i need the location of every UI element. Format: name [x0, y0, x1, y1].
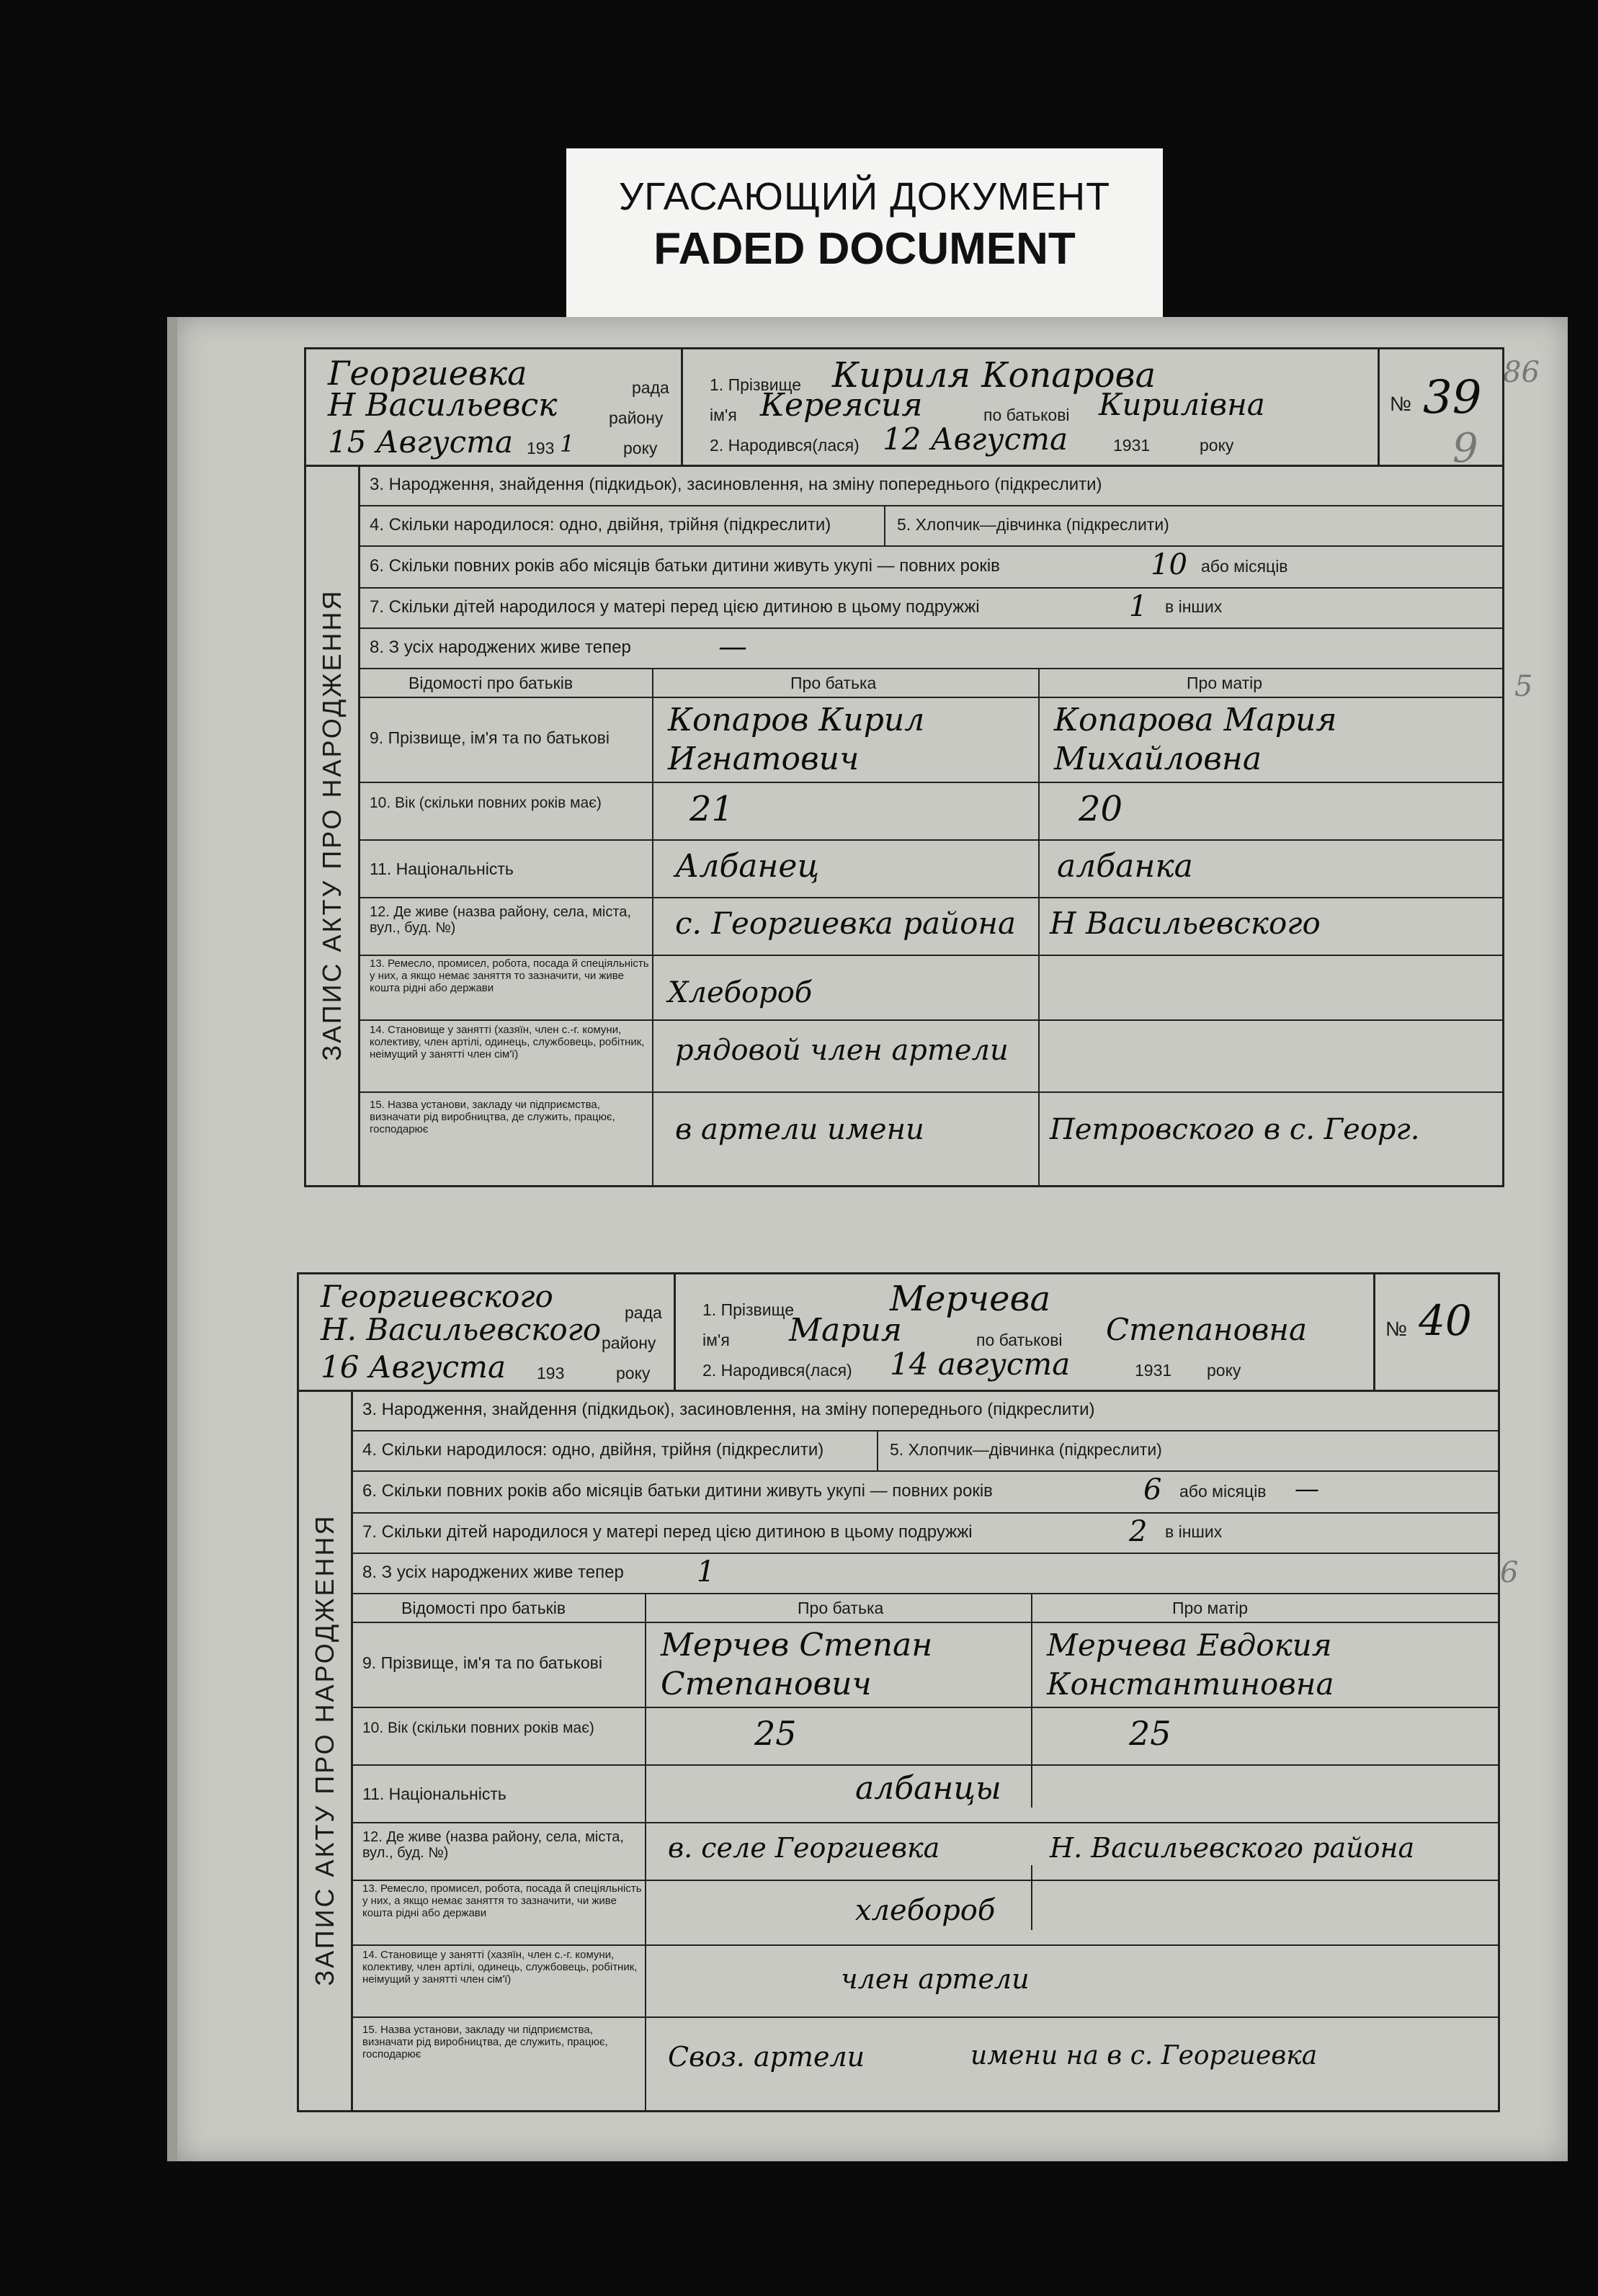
- record-header-main: [681, 349, 1380, 467]
- row-7-handwritten: 2: [1129, 1515, 1148, 1548]
- council-label: рада: [625, 1303, 662, 1322]
- row-5-text: 5. Хлопчик—дівчинка (підкреслити): [890, 1440, 1162, 1459]
- row-6: 6. Скільки повних років або місяців батьки дитини живуть укупі — повних років 10 або місяців: [358, 545, 1502, 589]
- row-6-tail: або місяців: [1201, 557, 1288, 576]
- row-15: 15. Назва установи, закладу чи підприємства, визначати рід виробництва, де служить, працює, господарює в артели имени Петровского в с. Георг.: [370, 1099, 1420, 1146]
- margin-note-9: 9: [1452, 425, 1478, 472]
- col-father: Про батька: [790, 674, 877, 692]
- row-4-5: 4. Скільки народилося: одно, двійня, трійня (підкреслити) 5. Хлопчик—дівчинка (підкреслити): [351, 1430, 1498, 1472]
- number-label: №: [1390, 393, 1412, 415]
- col-mother: Про матір: [1172, 1599, 1249, 1617]
- row-10: 10. Вік (скільки повних років має) 25 25: [351, 1707, 1498, 1766]
- father-age-handwritten: 25: [754, 1714, 797, 1753]
- row-7: 7. Скільки дітей народилося у матері перед цією дитиною в цьому подружжі 1 в інших: [358, 587, 1502, 629]
- row-13: 13. Ремесло, промисел, робота, посада й спеціяльність у них, а якщо немає заняття то зазначити, чи живе кошта рідні або держави Хлебороб: [358, 955, 1502, 1021]
- patronymic-label: по батькові: [976, 1331, 1063, 1349]
- district-label: району: [609, 408, 664, 427]
- row-15: 15. Назва установи, закладу чи підприємства, визначати рід виробництва, де служить, працює, господарює Своз. артели имени на в с. Георгиевка: [362, 2024, 1318, 2073]
- surname-label: 1. Прізвище: [710, 375, 802, 394]
- row-5-text: 5. Хлопчик—дівчинка (підкреслити): [897, 515, 1169, 534]
- date-handwritten: 16 Августа: [321, 1349, 506, 1385]
- surname-handwritten: Кириля Копарова: [832, 355, 1156, 396]
- row-12: 12. Де живе (назва району, села, міста, вул., буд. №) с. Георгиевка района Н Васильевского: [358, 897, 1502, 956]
- col-info: Відомості про батьків: [401, 1599, 566, 1617]
- surname-label: 1. Прізвище: [702, 1300, 795, 1319]
- record-header-left: [306, 349, 683, 467]
- date-handwritten: 15 Августа: [328, 424, 514, 460]
- birth-record-39: [304, 347, 1504, 1187]
- row-8-handwritten: 1: [697, 1555, 715, 1589]
- row-3: 3. Народження, знайдення (підкидьок), засиновлення, на зміну попереднього (підкреслити): [358, 465, 1502, 506]
- mother-workplace-handwritten: имени на в с. Георгиевка: [970, 2041, 1318, 2071]
- record-number-handwritten: 40: [1419, 1296, 1472, 1345]
- row-14: 14. Становище у занятті (хазяїн, член с.-г. комуни, колективу, член артілі, одинець, службовець, робітник, неімущий у занятті член сім'ї) член артели: [351, 1944, 1498, 2018]
- year-prefix: 193: [537, 1364, 565, 1382]
- vertical-title-box: [299, 1390, 353, 2110]
- row-7-handwritten: 1: [1129, 590, 1148, 623]
- parents-header-row: [351, 1593, 1498, 1623]
- father-residence-handwritten: в. селе Георгиевка: [668, 1832, 940, 1864]
- record-header-main: [674, 1274, 1375, 1392]
- label-line-ru: УГАСАЮЩИЙ ДОКУМЕНТ: [618, 175, 1111, 218]
- vertical-title-box: [306, 465, 360, 1185]
- mother-age-handwritten: 25: [1129, 1714, 1171, 1753]
- row-7-tail: в інших: [1165, 1522, 1223, 1541]
- row-6: 6. Скільки повних років або місяців батьки дитини живуть укупі — повних років 6 або місяців —: [351, 1470, 1498, 1514]
- col-info: Відомості про батьків: [409, 674, 573, 692]
- father-workplace-handwritten: в артели имени: [675, 1113, 924, 1146]
- row-14: 14. Становище у занятті (хазяїн, член с.-г. комуни, колективу, член артілі, одинець, службовець, робітник, неімущий у занятті член сім'ї) рядовой член артели: [358, 1019, 1502, 1093]
- number-label: №: [1385, 1318, 1408, 1340]
- father-name-handwritten: Копаров Кирил Игнатович: [668, 702, 925, 777]
- row-8: 8. З усіх народжених живе тепер 1: [351, 1553, 1498, 1594]
- council-handwritten: Георгиевского: [321, 1279, 553, 1314]
- faded-document-label: [566, 148, 1163, 321]
- col-mother: Про матір: [1187, 674, 1263, 692]
- council-handwritten: Георгиевка: [328, 354, 527, 393]
- occupation-handwritten: хлебороб: [855, 1894, 996, 1927]
- nationality-handwritten: албанцы: [855, 1770, 1001, 1807]
- row-8-handwritten: —: [718, 630, 747, 664]
- name-handwritten: Мария: [789, 1312, 902, 1349]
- born-year-label: року: [1200, 436, 1234, 455]
- father-age-handwritten: 21: [689, 789, 734, 829]
- mother-name-handwritten: Мерчева Евдокия Константиновна: [1047, 1627, 1334, 1702]
- margin-note-5: 5: [1514, 670, 1533, 703]
- row-6-handwritten: 6: [1143, 1473, 1162, 1506]
- born-year: 1931: [1113, 436, 1151, 455]
- name-handwritten: Кереясия: [760, 387, 923, 424]
- row-7: 7. Скільки дітей народилося у матері перед цією дитиною в цьому подружжі 2 в інших: [351, 1512, 1498, 1554]
- occupation-handwritten: Хлебороб: [668, 976, 813, 1009]
- margin-note-6: 6: [1500, 1556, 1519, 1589]
- born-year: 1931: [1135, 1361, 1172, 1380]
- year-label: року: [623, 439, 658, 457]
- record-number-box: [1373, 1274, 1498, 1392]
- born-label: 2. Народився(лася): [702, 1361, 852, 1380]
- born-year-label: року: [1207, 1361, 1241, 1380]
- name-label: ім'я: [710, 406, 737, 424]
- mother-workplace-handwritten: Петровского в с. Георг.: [1050, 1113, 1420, 1146]
- row-13: 13. Ремесло, промисел, робота, посада й спеціяльність у них, а якщо немає заняття то зазначити, чи живе кошта рідні або держави хлебороб: [351, 1880, 1498, 1946]
- row-12: 12. Де живе (назва району, села, міста, вул., буд. №) в. селе Георгиевка Н. Васильевского района: [351, 1822, 1498, 1881]
- mother-nationality-handwritten: албанка: [1057, 848, 1193, 885]
- row-6-tail-handwritten: —: [1295, 1475, 1319, 1504]
- row-11: 11. Національність Албанец албанка: [358, 839, 1502, 898]
- mother-name-handwritten: Копарова Мария Михайловна: [1054, 702, 1337, 777]
- record-number-box: [1378, 349, 1502, 467]
- row-6-tail: або місяців: [1179, 1482, 1267, 1501]
- label-line-en: FADED DOCUMENT: [653, 224, 1076, 274]
- row-10: 10. Вік (скільки повних років має) 21 20: [358, 782, 1502, 841]
- row-4-5: 4. Скільки народилося: одно, двійня, трійня (підкреслити) 5. Хлопчик—дівчинка (підкреслити): [358, 505, 1502, 547]
- mother-residence-handwritten: Н Васильевского: [1050, 906, 1321, 941]
- document-page: [167, 317, 1568, 2161]
- father-nationality-handwritten: Албанец: [675, 848, 820, 885]
- parents-header-row: [358, 668, 1502, 698]
- birth-record-40: [297, 1272, 1500, 2112]
- mother-age-handwritten: 20: [1079, 789, 1123, 829]
- district-handwritten: Н. Васильевского: [321, 1312, 602, 1347]
- council-label: рада: [632, 378, 669, 397]
- born-handwritten: 14 августа: [890, 1346, 1071, 1382]
- record-number-handwritten: 39: [1423, 371, 1482, 424]
- status-handwritten: рядовой член артели: [675, 1034, 1009, 1067]
- born-handwritten: 12 Августа: [883, 421, 1068, 457]
- row-9: 9. Прізвище, ім'я та по батькові Мерчев Степан Степанович Мерчева Евдокия Константиновна: [351, 1622, 1498, 1708]
- patronymic-handwritten: Кирилівна: [1099, 387, 1265, 422]
- record-header-left: [299, 1274, 676, 1392]
- year-handwritten: 1: [560, 430, 575, 457]
- col-father: Про батька: [798, 1599, 884, 1617]
- year-label: року: [616, 1364, 651, 1382]
- row-9: 9. Прізвище, ім'я та по батькові Копаров Кирил Игнатович Копарова Мария Михайловна: [358, 697, 1502, 783]
- vertical-title: ЗАПИС АКТУ ПРО НАРОДЖЕННЯ: [310, 1514, 339, 1986]
- father-name-handwritten: Мерчев Степан Степанович: [661, 1627, 933, 1702]
- born-label: 2. Народився(лася): [710, 436, 860, 455]
- row-3: 3. Народження, знайдення (підкидьок), засиновлення, на зміну попереднього (підкреслити): [351, 1390, 1498, 1431]
- patronymic-handwritten: Степановна: [1106, 1312, 1308, 1347]
- district-label: району: [602, 1334, 656, 1352]
- row-6-handwritten: 10: [1151, 548, 1187, 581]
- patronymic-label: по батькові: [983, 406, 1070, 424]
- status-handwritten: член артели: [841, 1963, 1030, 1995]
- row-8: 8. З усіх народжених живе тепер —: [358, 627, 1502, 669]
- mother-residence-handwritten: Н. Васильевского района: [1050, 1832, 1415, 1864]
- father-workplace-handwritten: Своз. артели: [668, 2041, 865, 2073]
- row-11: 11. Національність албанцы: [351, 1764, 1498, 1823]
- row-7-tail: в інших: [1165, 597, 1223, 616]
- year-prefix: 193: [527, 439, 555, 457]
- name-label: ім'я: [702, 1331, 730, 1349]
- vertical-title: ЗАПИС АКТУ ПРО НАРОДЖЕННЯ: [317, 589, 347, 1061]
- surname-handwritten: Мерчева: [890, 1279, 1051, 1319]
- father-residence-handwritten: с. Георгиевка района: [675, 906, 1017, 941]
- margin-note-86: 86: [1503, 356, 1540, 389]
- district-handwritten: Н Васильевск: [328, 387, 558, 424]
